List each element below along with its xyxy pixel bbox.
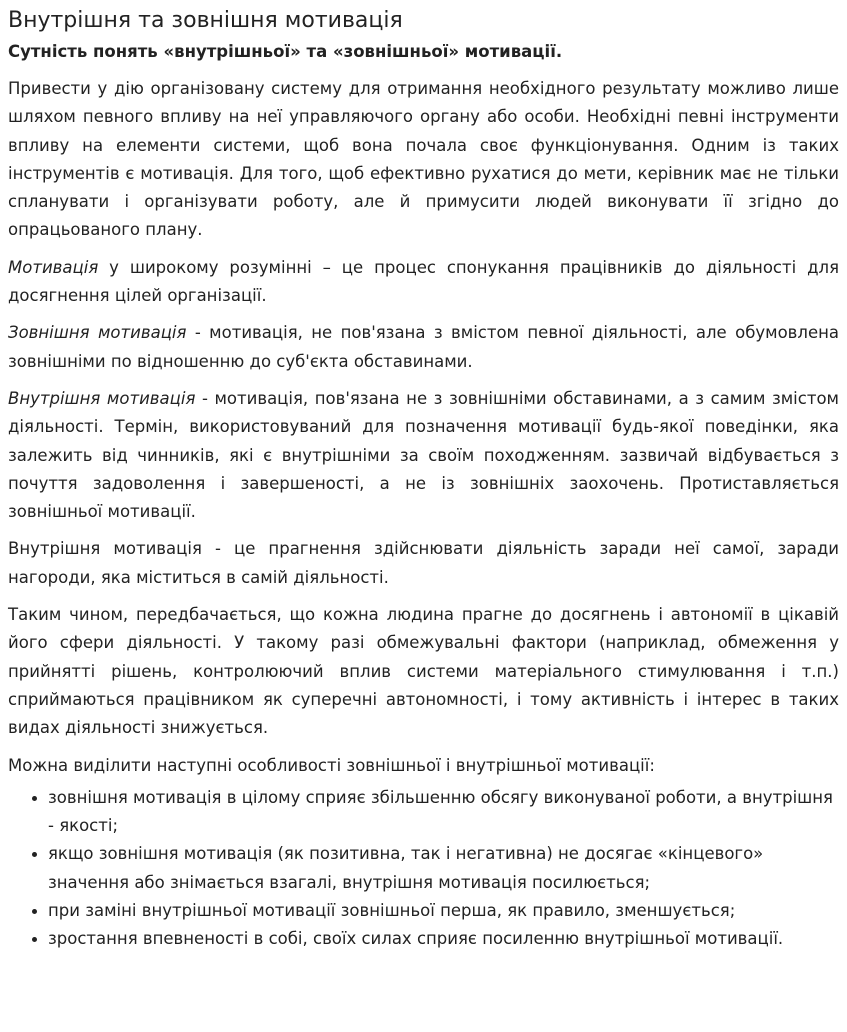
- page-title: Внутрішня та зовнішня мотивація: [8, 8, 403, 33]
- internal-desire-paragraph: Внутрішня мотивація - це прагнення здійснювати діяльність заради неї самої, заради нагороди, яка міститься в самій діяльності.: [8, 539, 839, 587]
- intro-paragraph: Привести у дію організовану систему для отримання необхідного результату можливо лише шляхом певного впливу на неї управляючого органу або особи. Необхідні певні інструменти впливу на елементи системи, щоб вона почала своє функціонування. Одним із таких інструментів є мотивація. Для того, щоб ефективно рухатися до мети, керівник має не тільки спланувати і організувати роботу, але й примусити людей виконувати її згідно до опрацьованого плану.: [8, 79, 839, 240]
- internal-motivation-definition: - мотивація, пов'язана не з зовнішніми обставинами, а з самим змістом діяльності. Термін, використовуваний для позначення мотивації будь-якої поведінки, яка залежить від чинників, які є внутрішніми за своїм походженням. зазвичай відбувається з почуття задоволення і завершеності, а не із зовнішніх заохочень. Протиставляється зовнішньої мотивації.: [8, 388, 839, 522]
- external-motivation-definition: - мотивація, не пов'язана з вмістом певної діяльності, але обумовлена зовнішніми по відношенню до суб'єкта обставинами.: [8, 323, 839, 371]
- motivation-term: Мотивація: [8, 257, 99, 277]
- external-motivation-paragraph: [8, 319, 839, 376]
- list-item: • зовнішня мотивація в цілому сприяє збільшенню обсягу виконуваної роботи, а внутрішня - якості;: [48, 784, 839, 841]
- features-intro: Можна виділити наступні особливості зовнішньої і внутрішньої мотивації:: [8, 755, 655, 775]
- external-motivation-term: Зовнішня мотивація: [8, 323, 187, 343]
- list-item: • при заміні внутрішньої мотивації зовнішньої перша, як правило, зменшується;: [48, 897, 839, 925]
- features-list: [8, 784, 839, 954]
- motivation-definition: у широкому розумінні – це процес спонукання працівників до діяльності для досягнення цілей організації.: [8, 257, 839, 306]
- motivation-definition-paragraph: [8, 254, 839, 311]
- autonomy-paragraph: Таким чином, передбачається, що кожна людина прагне до досягнень і автономії в цікавій його сфери діяльності. У такому разі обмежувальні фактори (наприклад, обмеження у прийнятті рішень, контролюючий вплив системи матеріального стимулювання і т.п.) сприймаються працівником як суперечні автономності, і тому активність і інтерес в таких видах діяльності знижується.: [8, 605, 839, 738]
- list-item: • зростання впевненості в собі, своїх силах сприяє посиленню внутрішньої мотивації.: [48, 925, 839, 953]
- section-subtitle: Сутність понять «внутрішньої» та «зовнішньої» мотивації.: [8, 42, 563, 61]
- list-item: • якщо зовнішня мотивація (як позитивна, так і негативна) не досягає «кінцевого» значення або знімається взагалі, внутрішня мотивація посилюється;: [48, 840, 839, 897]
- internal-motivation-term: Внутрішня мотивація: [8, 388, 196, 408]
- internal-motivation-paragraph: [8, 385, 839, 526]
